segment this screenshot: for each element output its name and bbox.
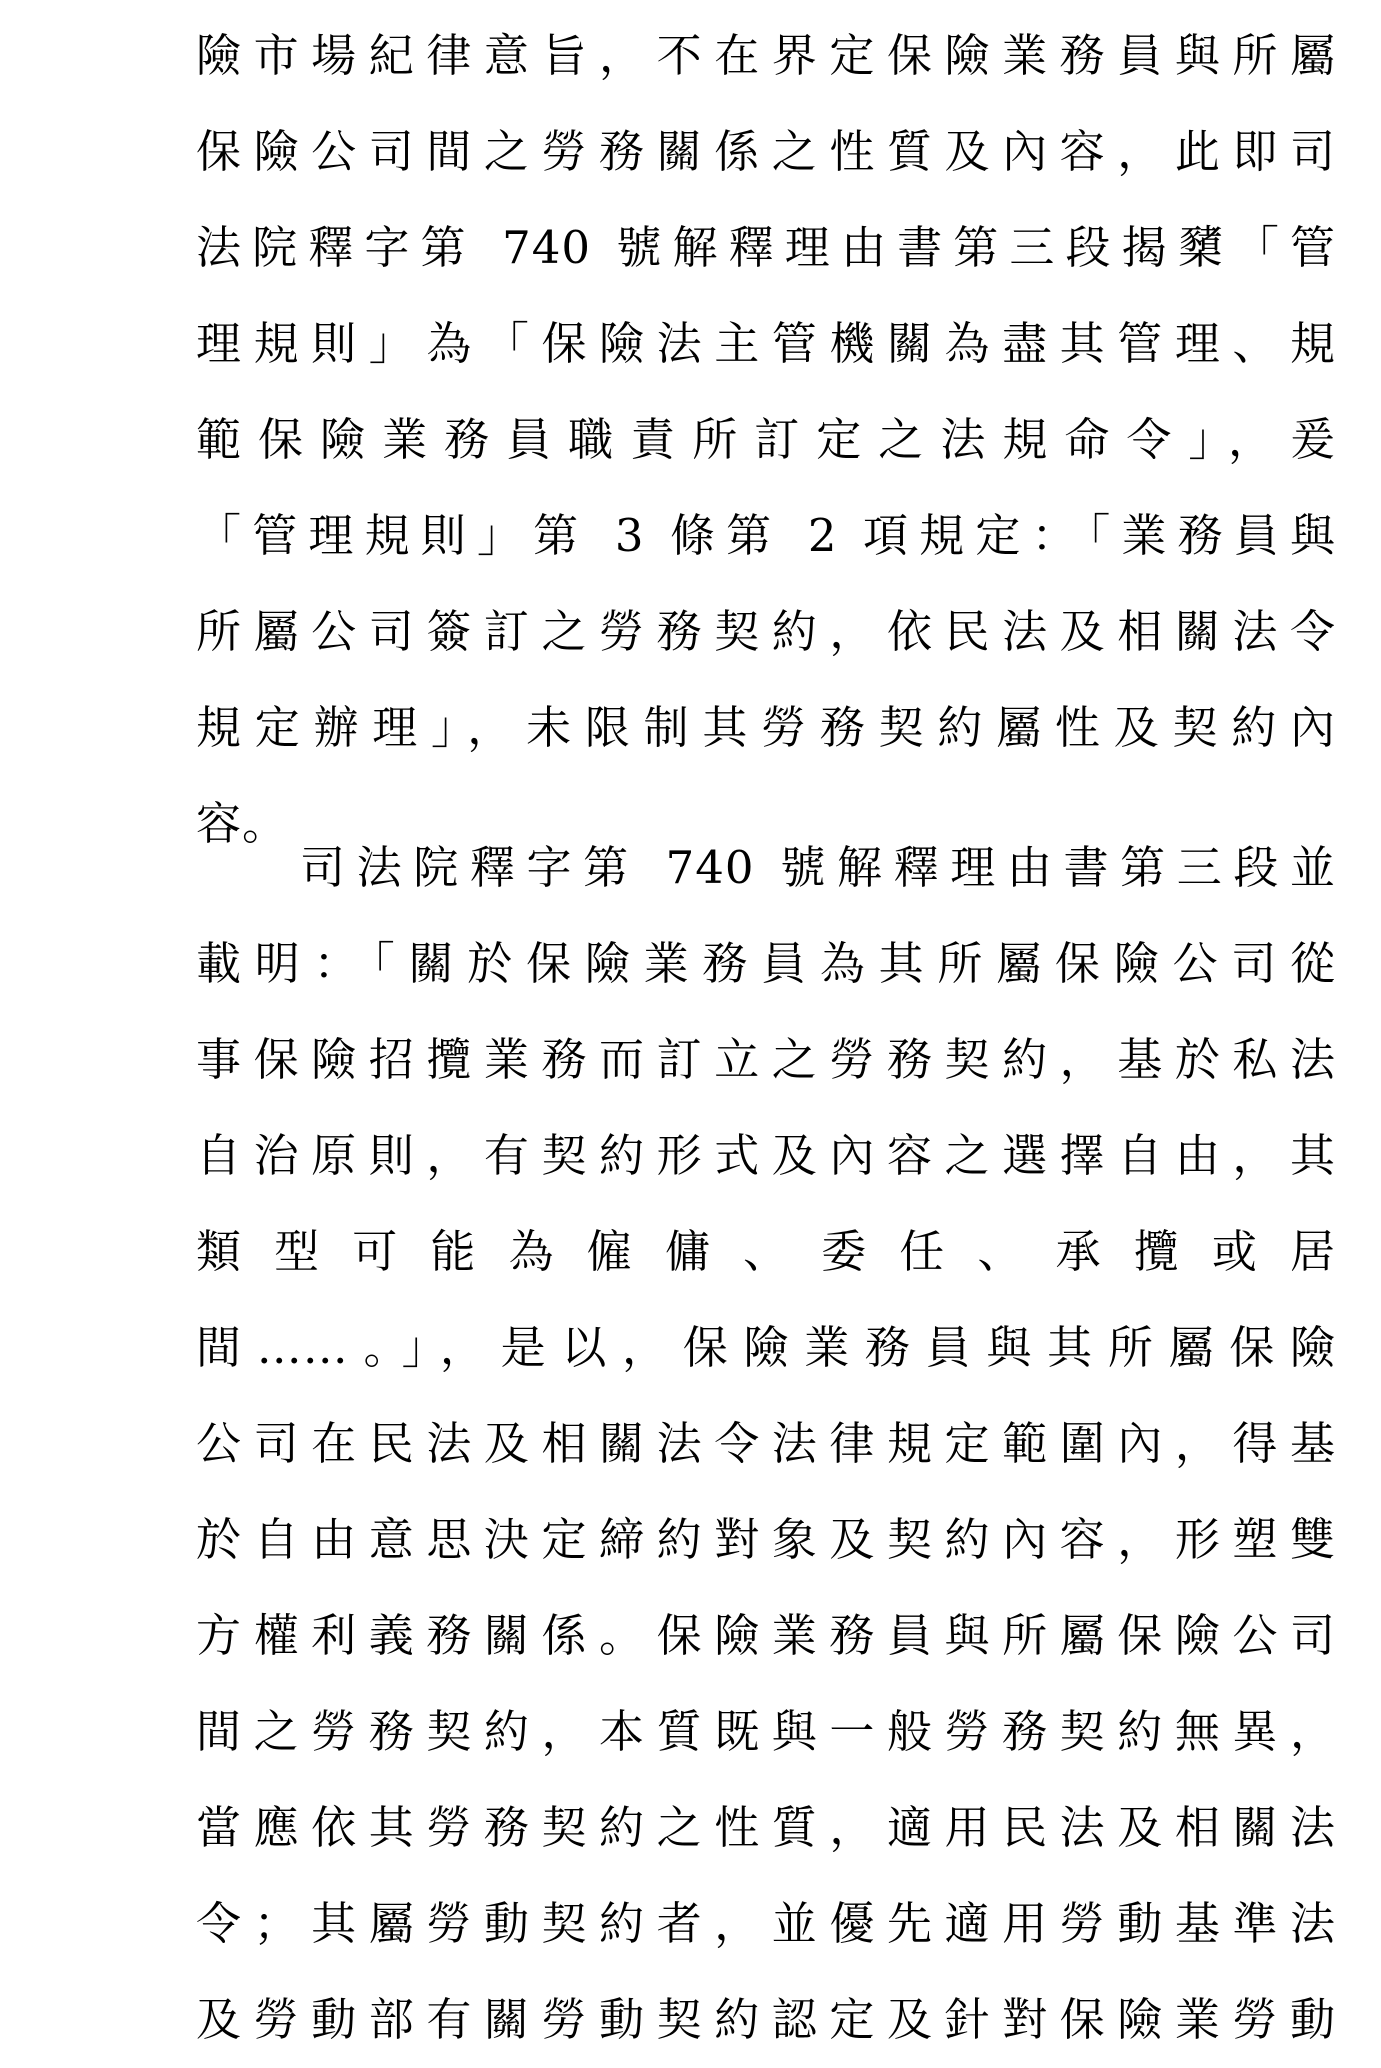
text-line: 公司在民法及相關法令法律規定範圍內，得基 (196, 1417, 1336, 1470)
text-line: 類型可能為僱傭、委任、承攬或居 (196, 1225, 1336, 1278)
text-line: 保險公司間之勞務關係之性質及內容，此即司 (196, 125, 1336, 178)
text-line: 規定辦理」，未限制其勞務契約屬性及契約內 (196, 701, 1336, 754)
text-line: 「管理規則」第 3 條第 2 項規定：「業務員與 (196, 509, 1336, 562)
text-line: 容。 (196, 797, 289, 850)
text-line: 險市場紀律意旨，不在界定保險業務員與所屬 (196, 29, 1336, 82)
text-line: 理規則」為「保險法主管機關為盡其管理、規 (196, 317, 1336, 370)
text-line: 法院釋字第 740 號解釋理由書第三段揭櫫「管 (196, 221, 1336, 274)
text-line: 間之勞務契約，本質既與一般勞務契約無異， (196, 1705, 1336, 1758)
text-line: 間……。」，是以，保險業務員與其所屬保險 (196, 1321, 1336, 1374)
paragraph-2 (196, 820, 1336, 2068)
text-line: 自治原則，有契約形式及內容之選擇自由，其 (196, 1129, 1336, 1182)
text-line: 及勞動部有關勞動契約認定及針對保險業勞動 (196, 1993, 1336, 2046)
text-line: 司法院釋字第 740 號解釋理由書第三段並 (300, 841, 1336, 894)
text-line: 於自由意思決定締約對象及契約內容，形塑雙 (196, 1513, 1336, 1566)
paragraph-1 (196, 8, 1336, 872)
text-line: 範保險業務員職責所訂定之法規命令」，爰 (196, 413, 1336, 466)
text-line: 事保險招攬業務而訂立之勞務契約，基於私法 (196, 1033, 1336, 1086)
text-line: 當應依其勞務契約之性質，適用民法及相關法 (196, 1801, 1336, 1854)
text-line: 載明：「關於保險業務員為其所屬保險公司從 (196, 937, 1336, 990)
text-line: 方權利義務關係。保險業務員與所屬保險公司 (196, 1609, 1336, 1662)
text-line: 所屬公司簽訂之勞務契約，依民法及相關法令 (196, 605, 1336, 658)
text-line: 令；其屬勞動契約者，並優先適用勞動基準法 (196, 1897, 1336, 1950)
